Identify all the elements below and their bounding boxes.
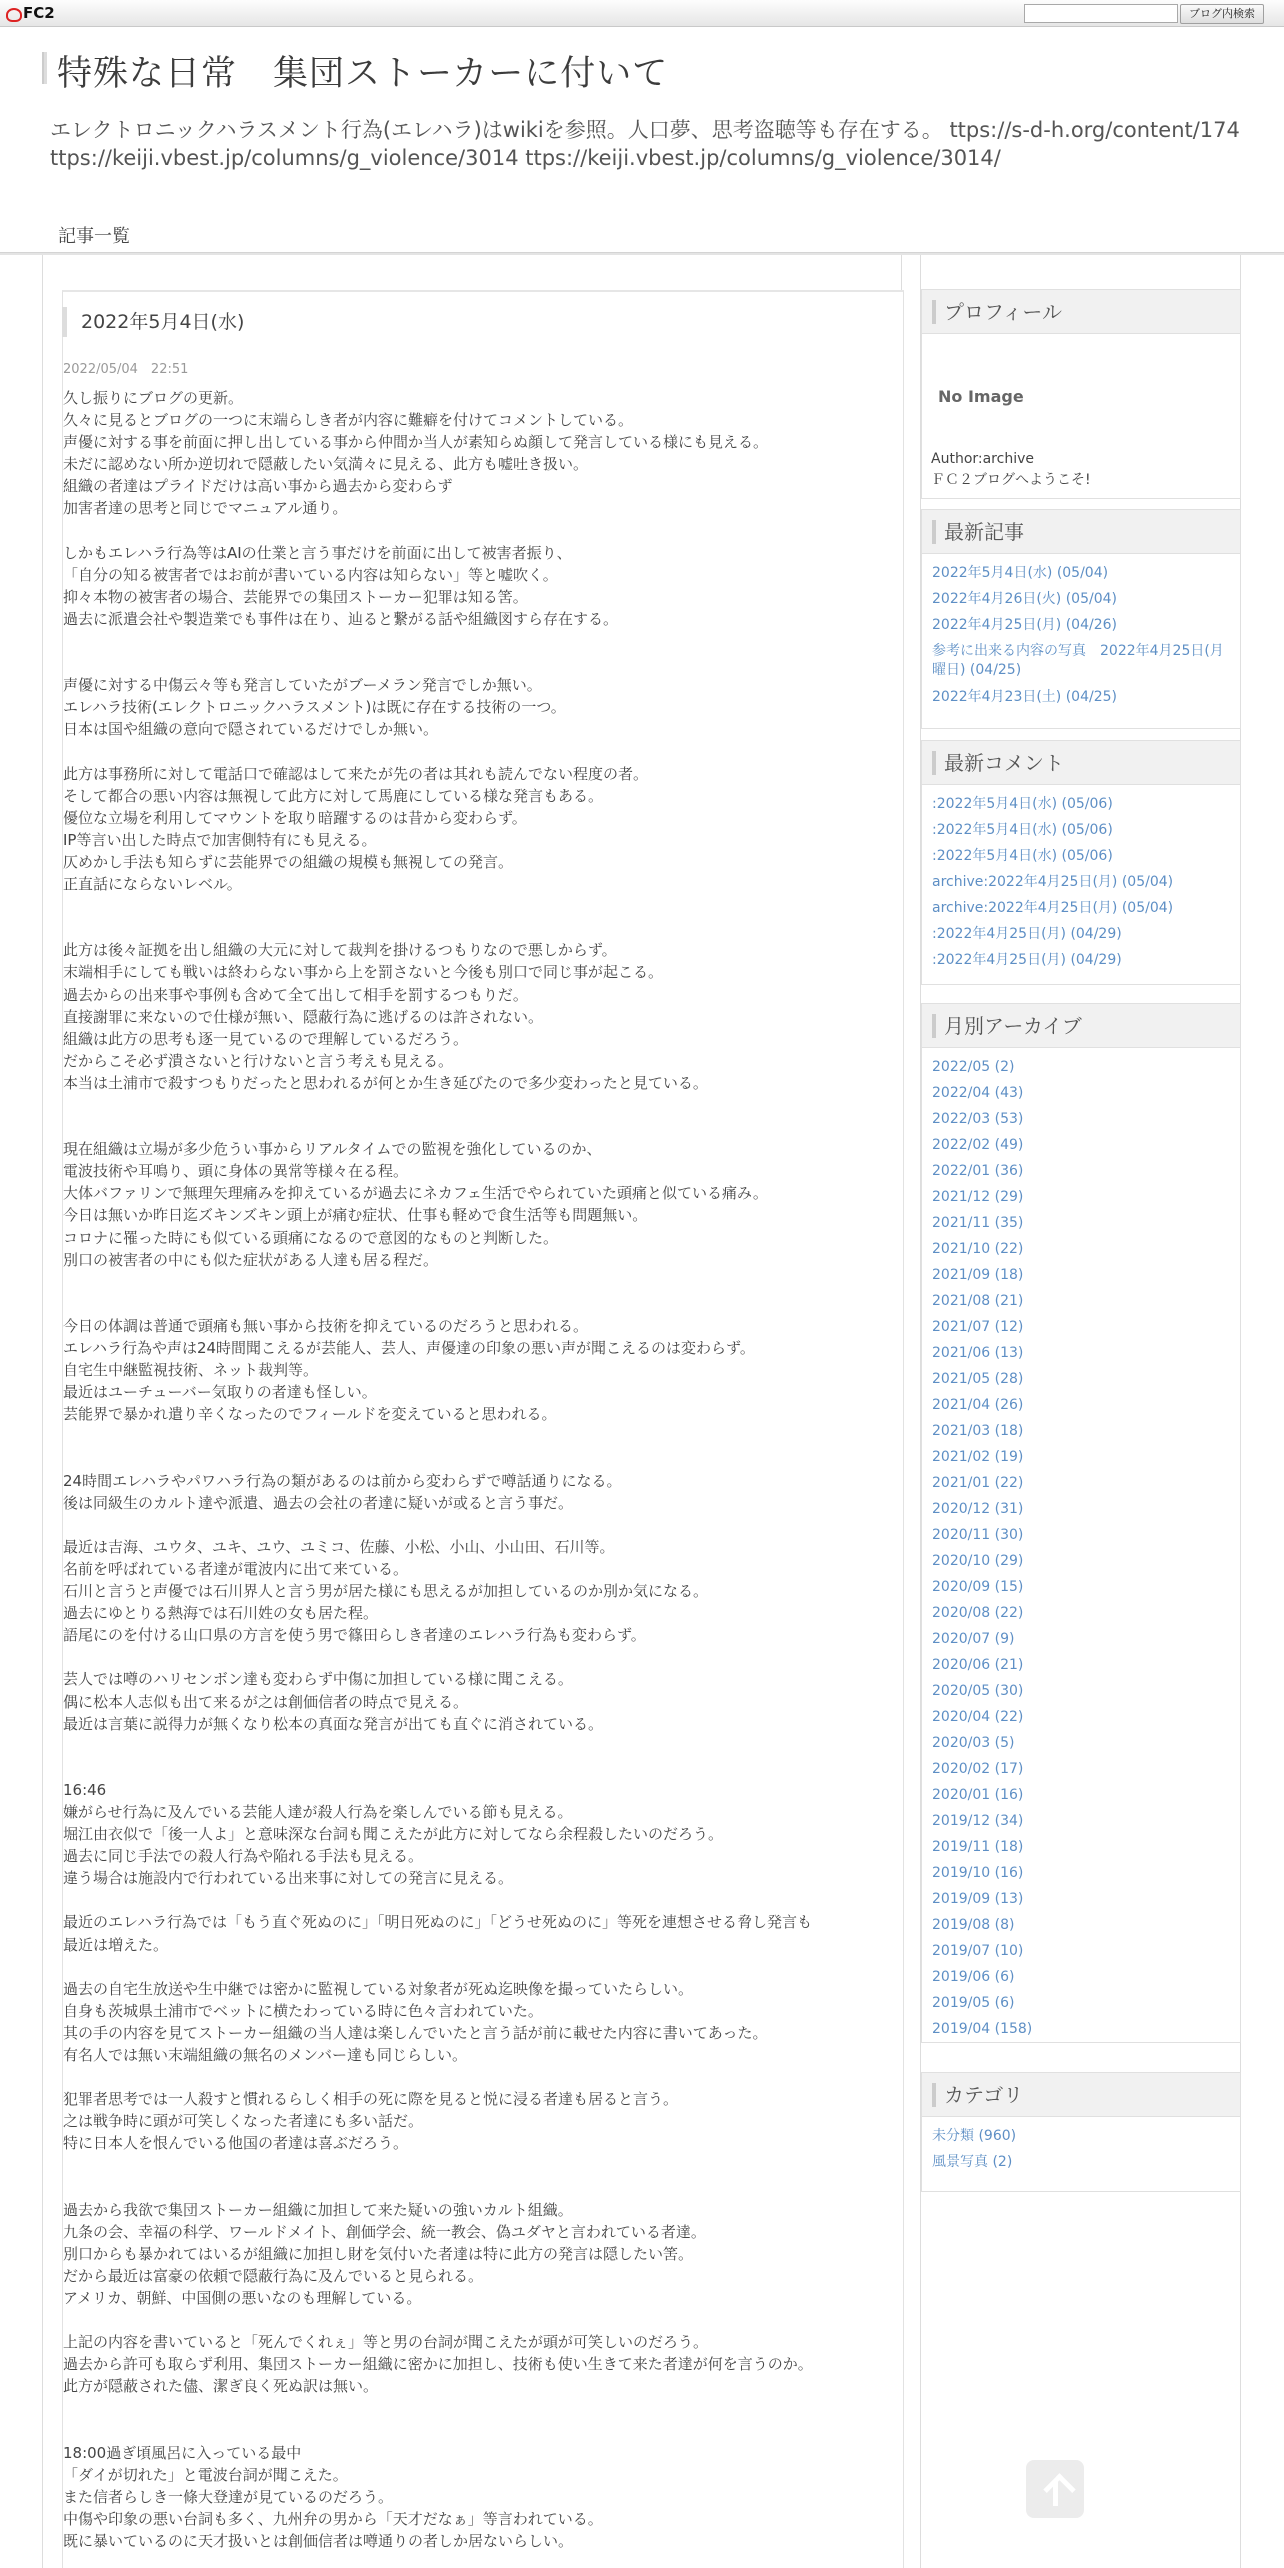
entry-line: だからこそ必ず潰さないと行けないと言う考えも見える。 — [63, 1051, 454, 1070]
entry-line: 「ダイが切れた」と電波台詞が聞こえた。 — [63, 2465, 348, 2484]
entry-line: 嫌がらせ行為に及んでいる芸能人達が殺人行為を楽しんでいる節も見える。 — [63, 1803, 573, 1821]
recent-comment-link[interactable]: archive:2022年4月25日(月) (05/04) — [932, 900, 1174, 916]
entry-line: 自宅生中継監視技術、ネット裁判等。 — [63, 1361, 319, 1380]
entry-line: 堀江由衣似で「後一人よ」と意味深な台詞も聞こえたが此方に対してなら余程殺したいのだろう。 — [63, 1825, 724, 1844]
recent-post-link[interactable]: 2022年4月23日(土) (04/25) — [932, 689, 1117, 705]
archive-link[interactable]: 2021/02 (19) — [932, 1449, 1024, 1465]
recent-comment-link[interactable]: :2022年5月4日(水) (05/06) — [932, 796, 1113, 812]
archive-link[interactable]: 2020/05 (30) — [932, 1683, 1024, 1699]
profile-heading: プロフィール — [922, 290, 1240, 334]
entry-line: アメリカ、朝鮮、中国側の悪いなのも理解している。 — [63, 2289, 422, 2308]
blog-description-line: ttps://keiji.vbest.jp/columns/g_violence/3014 ttps://keiji.vbest.jp/columns/g_violence/3014/ — [50, 146, 1001, 170]
profile-greeting: ＦＣ２ブログへようこそ! — [931, 472, 1091, 488]
entry-line — [63, 2177, 893, 2199]
entry-line: IP等言い出した時点で加害側特有にも見える。 — [63, 830, 377, 849]
entry-line: しかもエレハラ行為等はAIの仕業と言う事だけを前面に出して被害者振り、 — [63, 543, 572, 562]
entry-line: 大体バファリンで無理矢理痛みを抑えているが過去にネカフェ生活でやられていた頭痛と似ている痛み。 — [63, 1184, 768, 1203]
archive-link[interactable]: 2019/11 (18) — [932, 1839, 1024, 1855]
entry-line — [63, 2398, 893, 2420]
recent-comment-link[interactable]: :2022年4月25日(月) (04/29) — [932, 952, 1122, 968]
entry-title[interactable]: 2022年5月4日(水) — [62, 307, 244, 337]
archive-link[interactable]: 2020/11 (30) — [932, 1527, 1024, 1543]
entry-line: 日本は国や組織の意向で隠されているだけでしか無い。 — [63, 720, 439, 739]
recent-post-link[interactable]: 2022年5月4日(水) (05/04) — [932, 565, 1109, 581]
profile-author: Author:archive — [931, 451, 1034, 467]
entry-line — [63, 895, 893, 917]
archive-link[interactable]: 2021/09 (18) — [932, 1267, 1024, 1283]
entry-line: 語尾にのを付ける山口県の方言を使う男で篠田らしき者達のエレハラ行為も変わらず。 — [63, 1626, 646, 1645]
entry-line: だから最近は富豪の依頼で隠蔽行為に及んでいると見られる。 — [63, 2266, 484, 2285]
archive-link[interactable]: 2019/07 (10) — [932, 1943, 1024, 1959]
entry-line: 過去から許可も取らず利用、集団ストーカー組織に密かに加担し、技術も使い生きて来た者達が何を言うのか。 — [63, 2355, 813, 2374]
entry-line: 最近は言葉に説得力が無くなり松本の真面な発言が出ても直ぐに消されている。 — [63, 1714, 604, 1733]
entry-line — [63, 1646, 893, 1668]
profile-no-image: No Image — [938, 387, 1024, 406]
archive-link[interactable]: 2019/04 (158) — [932, 2021, 1033, 2037]
entry-line: 末端相手にしても戦いは終わらない事から上を罰さないと今後も別口で同じ事が起こる。 — [63, 963, 664, 982]
archive-link[interactable]: 2022/04 (43) — [932, 1085, 1024, 1101]
archive-link[interactable]: 2022/05 (2) — [932, 1059, 1015, 1075]
entry-line: 別口からも暴かれてはいるが組織に加担し財を気付いた者達は特に此方の発言は隠したい筈。 — [63, 2244, 694, 2263]
category-link[interactable]: 未分類 (960) — [932, 2128, 1017, 2144]
entry-line: 「自分の知る被害者ではお前が書いている内容は知らない」等と嘘吹く。 — [63, 565, 558, 584]
back-to-top-icon[interactable] — [1026, 2460, 1084, 2518]
archive-link[interactable]: 2020/09 (15) — [932, 1579, 1024, 1595]
recent-post-link[interactable]: 2022年4月26日(火) (05/04) — [932, 591, 1117, 607]
archives-panel — [921, 1003, 1241, 2043]
entry-line: 既に暴いているのに天才扱いとは創価信者は噂通りの者しか居ないらしい。 — [63, 2532, 574, 2551]
archive-link[interactable]: 2021/06 (13) — [932, 1345, 1024, 1361]
entry-line: 過去から我欲で集団ストーカー組織に加担して来た疑いの強いカルト組織。 — [63, 2200, 573, 2219]
recent-post-link[interactable]: 2022年4月25日(月) (04/26) — [932, 617, 1117, 633]
entry-line: 自身も茨城県土浦市でベットに横たわっている時に色々言われていた。 — [63, 2001, 543, 2020]
blog-description — [50, 116, 1280, 172]
entry-line: 芸能界で暴かれ遣り辛くなったのでフィールドを変えていると思われる。 — [63, 1405, 557, 1424]
entry-line: 別口の被害者の中にも似た症状がある人達も居る程だ。 — [63, 1250, 439, 1269]
entry-line: 此方は事務所に対して電話口で確認はして来たが先の者は其れも読んでない程度の者。 — [63, 764, 649, 783]
recent-posts-panel — [921, 509, 1241, 729]
archive-link[interactable]: 2022/02 (49) — [932, 1137, 1024, 1153]
entry-line — [63, 2420, 893, 2442]
archive-link[interactable]: 2020/01 (16) — [932, 1787, 1024, 1803]
entry-line: 最近は増えた。 — [63, 1935, 169, 1954]
entry-line: 過去に同じ手法での殺人行為や陥れる手法も見える。 — [63, 1847, 424, 1866]
entry-line: 組織は此方の思考も逐一見ているので理解しているだろう。 — [63, 1029, 469, 1048]
recent-comment-link[interactable]: :2022年5月4日(水) (05/06) — [932, 848, 1113, 864]
recent-comment-link[interactable]: archive:2022年4月25日(月) (05/04) — [932, 874, 1174, 890]
archive-link[interactable]: 2021/11 (35) — [932, 1215, 1024, 1231]
entry-line — [63, 630, 893, 652]
entry-line: 此方は後々証拠を出し組織の大元に対して裁判を掛けるつもりなので悪しからず。 — [63, 941, 617, 960]
entry-line: 未だに認めない所か逆切れで隠蔽したい気満々に見える、此方も嘘吐き扱い。 — [63, 455, 589, 474]
entry-line: 違う場合は施設内で行われている出来事に対しての発言に見える。 — [63, 1869, 514, 1888]
entry-line: エレハラ技術(エレクトロニックハラスメント)は既に存在する技術の一つ。 — [63, 698, 566, 717]
archive-link[interactable]: 2019/05 (6) — [932, 1995, 1015, 2011]
archive-link[interactable]: 2021/03 (18) — [932, 1423, 1024, 1439]
recent-comments-panel — [921, 740, 1241, 985]
blog-description-line: エレクトロニックハラスメント行為(エレハラ)はwikiを参照。人口夢、思考盗聴等も存在する。 ttps://s-d-h.org/content/174 — [50, 118, 1240, 142]
entry-line: 現在組織は立場が多少危うい事からリアルタイムでの監視を強化しているのか、 — [63, 1140, 602, 1159]
entry-line: 組織の者達はプライドだけは高い事から過去から変わらず — [63, 477, 453, 496]
entry-line: 偶に松本人志似も出て来るが之は創価信者の時点で見える。 — [63, 1692, 469, 1711]
entry-line — [63, 1116, 893, 1138]
recent-comment-link[interactable]: :2022年4月25日(月) (04/29) — [932, 926, 1122, 942]
entry-line: 過去にゆとりる熱海では石川姓の女も居た程。 — [63, 1604, 379, 1623]
archive-link[interactable]: 2021/04 (26) — [932, 1397, 1024, 1413]
entry-line — [63, 1956, 893, 1978]
entry-line: 最近は吉海、ユウタ、ユキ、ユウ、ユミコ、佐藤、小松、小山、小山田、石川等。 — [63, 1537, 615, 1556]
archive-link[interactable]: 2021/05 (28) — [932, 1371, 1024, 1387]
entry-line: 久々に見るとブログの一つに末端らしき者が内容に難癖を付けてコメントしている。 — [63, 411, 634, 430]
entry-line: コロナに罹った時にも似ている頭痛になるので意図的なものと判断した。 — [63, 1228, 559, 1247]
profile-info — [931, 449, 1091, 491]
entry-line: 後は同級生のカルト達や派遣、過去の会社の者達に疑いが或ると言う事だ。 — [63, 1493, 574, 1512]
entry-line — [63, 2309, 893, 2331]
entry-line: 芸人では噂のハリセンボン達も変わらず中傷に加担している様に聞こえる。 — [63, 1670, 573, 1689]
entry-line — [63, 652, 893, 674]
entry-line: 有名人では無い末端組織の無名のメンバー達も同じらしい。 — [63, 2046, 467, 2065]
archive-link[interactable]: 2020/02 (17) — [932, 1761, 1024, 1777]
archive-link[interactable]: 2021/12 (29) — [932, 1189, 1024, 1205]
category-link[interactable]: 風景写真 (2) — [932, 2154, 1013, 2170]
blog-search-input[interactable] — [1024, 4, 1178, 23]
blog-search-button[interactable]: ブログ内検索 — [1180, 4, 1264, 24]
entry-line — [63, 1889, 893, 1911]
entry-line — [63, 2155, 893, 2177]
entry-line — [63, 1448, 893, 1470]
entry-line — [63, 520, 893, 542]
entry-line: 18:00過ぎ頃風呂に入っている最中 — [63, 2443, 302, 2462]
entry-line: 最近はユーチューバー気取りの者達も怪しい。 — [63, 1383, 377, 1402]
blog-title[interactable]: 特殊な日常 集団ストーカーに付いて — [57, 54, 669, 94]
archive-link[interactable]: 2019/08 (8) — [932, 1917, 1015, 1933]
entry-line: 本当は土浦市で殺すつもりだったと思われるが何とか生き延びたので多少変わったと見ている。 — [63, 1073, 708, 1092]
entry-line: 九条の会、幸福の科学、ワールドメイト、創価学会、統一教会、偽ユダヤと言われている者達。 — [63, 2222, 706, 2241]
archive-link[interactable]: 2019/10 (16) — [932, 1865, 1024, 1881]
entry-line: エレハラ行為や声は24時間聞こえるが芸能人、芸人、声優達の印象の悪い声が聞こえるのは変わらず。 — [63, 1339, 755, 1358]
entry-line — [63, 917, 893, 939]
entry-line — [63, 2066, 893, 2088]
entry-line — [63, 1293, 893, 1315]
archive-link[interactable]: 2020/03 (5) — [932, 1735, 1015, 1751]
entry-line: 声優に対する事を前面に押し出している事から仲間か当人が素知らぬ顔して発言している様にも見える。 — [63, 433, 769, 452]
archive-link[interactable]: 2020/06 (21) — [932, 1657, 1024, 1673]
entry-line: 過去の自宅生放送や生中継では密かに監視している対象者が死ぬ迄映像を撮っていたらしい。 — [63, 1979, 694, 1998]
entry-line — [63, 1757, 893, 1779]
entry-line: 特に日本人を恨んでいる他国の者達は喜ぶだろう。 — [63, 2134, 409, 2153]
entry-line — [63, 1735, 893, 1757]
nav-article-list[interactable]: 記事一覧 — [58, 226, 130, 247]
fc2-logo-icon — [5, 5, 21, 21]
entry-line: 石川と言うと声優では石川界人と言う男が居た様にも思えるが加担しているのか別か気になる。 — [63, 1582, 709, 1601]
entry-line: 16:46 — [63, 1780, 107, 1799]
archive-link[interactable]: 2019/09 (13) — [932, 1891, 1024, 1907]
entry-line: 声優に対する中傷云々等も発言していたがブーメラン発言でしか無い。 — [63, 676, 542, 695]
entry-line: 優位な立場を利用してマウントを取り暗躍するのは昔から変わらず。 — [63, 808, 527, 827]
archives-heading: 月別アーカイブ — [922, 1004, 1240, 1048]
archive-link[interactable]: 2022/01 (36) — [932, 1163, 1024, 1179]
archive-link[interactable]: 2020/04 (22) — [932, 1709, 1024, 1725]
recent-posts-heading: 最新記事 — [922, 510, 1240, 554]
entry-line: 上記の内容を書いていると「死んでくれぇ」等と男の台詞が聞こえたが頭が可笑しいのだろう。 — [63, 2333, 709, 2352]
entry-line: 此方が隠蔽された儘、潔ぎ良く死ぬ訳は無い。 — [63, 2377, 379, 2396]
entry-line: 直接謝罪に来ないので仕様が無い、隠蔽行為に逃げるのは許されない。 — [63, 1007, 544, 1026]
entry-line: 過去に派遣会社や製造業でも事件は在り、辿ると繋がる話や組織図すら存在する。 — [63, 609, 619, 628]
entry-line: 久し振りにブログの更新。 — [63, 389, 244, 407]
entry-line — [63, 1514, 893, 1536]
entry-line: 電波技術や耳鳴り、頭に身体の異常等様々在る程。 — [63, 1162, 409, 1181]
recent-posts-list — [922, 554, 1240, 710]
entry-line: 犯罪者思考では一人殺すと慣れるらしく相手の死に際を見ると悦に浸る者達も居ると言う。 — [63, 2090, 679, 2109]
entry-line: そして都合の悪い内容は無視して此方に対して馬鹿にしている様な発言もある。 — [63, 786, 604, 805]
entry-line: 正直話にならないレベル。 — [63, 875, 242, 894]
entry-line — [63, 1094, 893, 1116]
fc2-logo[interactable] — [5, 4, 55, 22]
archive-link[interactable]: 2020/12 (31) — [932, 1501, 1024, 1517]
archive-link[interactable]: 2021/01 (22) — [932, 1475, 1024, 1491]
recent-post-link[interactable]: 参考に出来る内容の写真 2022年4月25日(月曜日) (04/25) — [932, 643, 1224, 678]
categories-heading: カテゴリ — [922, 2073, 1240, 2117]
entry-body — [63, 387, 893, 2552]
entry-line: 今日は無いか昨日迄ズキンズキン頭上が痛む症状、仕事も軽めで食生活等も問題無い。 — [63, 1206, 648, 1225]
archive-link[interactable]: 2019/06 (6) — [932, 1969, 1015, 1985]
archive-link[interactable]: 2019/12 (34) — [932, 1813, 1024, 1829]
categories-panel — [921, 2072, 1241, 2192]
archive-link[interactable]: 2022/03 (53) — [932, 1111, 1024, 1127]
fc2-toolbar — [0, 0, 1284, 27]
entry-date: 2022/05/04 22:51 — [63, 362, 189, 377]
column-gutter — [902, 255, 921, 2568]
entry-line: 其の手の内容を見てストーカー組織の当人達は楽しんでいたと言う話が前に載せた内容に書いてあった。 — [63, 2023, 768, 2042]
entry-line: 抑々本物の被害者の場合、芸能界での集団ストーカー犯罪は知る筈。 — [63, 587, 528, 606]
entry-line: 中傷や印象の悪い台詞も多く、九州弁の男から「天才だなぁ」等言われている。 — [63, 2510, 603, 2528]
entry-line: 最近のエレハラ行為では「もう直ぐ死ぬのに」「明日死ぬのに」「どうせ死ぬのに」等死を連想させる脅し発言も — [63, 1913, 812, 1932]
archive-link[interactable]: 2021/08 (21) — [932, 1293, 1024, 1309]
recent-comment-link[interactable]: :2022年5月4日(水) (05/06) — [932, 822, 1113, 838]
entry-line: 之は戦争時に頭が可笑しくなった者達にも多い話だ。 — [63, 2112, 424, 2131]
entry-line: 24時間エレハラやパワハラ行為の類があるのは前から変わらずで噂話通りになる。 — [63, 1471, 622, 1490]
fc2-logo-text: FC2 — [23, 4, 55, 22]
entry-line: 過去からの出来事や事例も含めて全て出して相手を罰するつもりだ。 — [63, 985, 528, 1004]
recent-comments-list — [922, 785, 1240, 973]
entry-line: 名前を呼ばれている者達が電波内に出て来ている。 — [63, 1559, 409, 1578]
recent-comments-heading: 最新コメント — [922, 741, 1240, 785]
archives-list — [922, 1048, 1240, 2042]
entry-line: 今日の体調は普通で頭痛も無い事から技術を抑えているのだろうと思われる。 — [63, 1316, 589, 1335]
entry-line: また信者らしき一條大登達が見ているのだろう。 — [63, 2487, 394, 2506]
entry-line — [63, 1271, 893, 1293]
categories-list — [922, 2117, 1240, 2175]
archive-link[interactable]: 2021/07 (12) — [932, 1319, 1024, 1335]
title-accent-bar — [42, 52, 47, 84]
archive-link[interactable]: 2020/07 (9) — [932, 1631, 1015, 1647]
entry-line: 加害者達の思考と同じでマニュアル通り。 — [63, 499, 348, 518]
archive-link[interactable]: 2020/10 (29) — [932, 1553, 1024, 1569]
entry-line: 仄めかし手法も知らずに芸能界での組織の規模も無視しての発言。 — [63, 852, 514, 871]
archive-link[interactable]: 2020/08 (22) — [932, 1605, 1024, 1621]
entry-line — [63, 1425, 893, 1447]
entry-line — [63, 741, 893, 763]
archive-link[interactable]: 2021/10 (22) — [932, 1241, 1024, 1257]
